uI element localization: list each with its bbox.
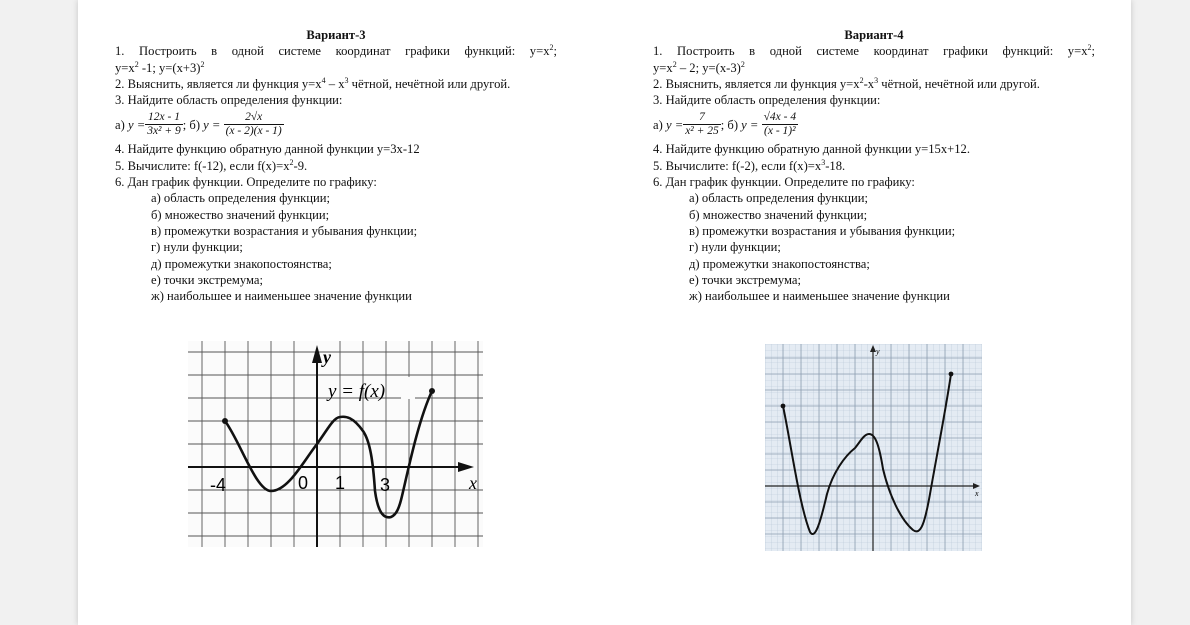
task-6-item-d: г) нули функции; [151,240,243,255]
task-6-item-b: б) множество значений функции; [151,207,330,222]
task-6-item-e: д) промежутки знакопостоянства; [689,256,870,271]
task-1-line-2: $y=x^2 - 2$; $y=(x-3)^2$ [653,59,745,75]
task-5: 5. Вычислите: f(-2), если $f(x)=x^3-18$. [653,157,846,173]
task-2: 2. Выяснить, является ли функция $y=x^4 - x^3$ чётной, нечётной или другой. [115,75,511,91]
task-1-line-1: 1. Построить в одной системе координат графики функций: $y=x^2$; [653,43,1095,59]
task-3-formulas: а) y = $\frac{12x - 1}{\text{3x² + 9}}$ ; б) y = $\frac{2√x}{(x - 2)(x - 1)}$ [115,111,282,138]
task-6-item-a: а) область определения функции; [151,191,330,206]
task-6-item-c: в) промежутки возрастания и убывания функции; [689,223,956,238]
task-6-item-d: г) нули функции; [689,240,781,255]
variant-4-title: Вариант-4 [844,28,904,42]
fraction-a: $\frac{7}{\text{x² + 25}}$ [685,111,719,138]
tick-label-minus-4: -4 [210,475,227,495]
task-6-item-g: ж) наибольшее и наименьшее значение функции [689,289,950,304]
task-3: 3. Найдите область определения функции: [653,93,881,108]
tick-label-0: 0 [298,473,309,493]
task-6: 6. Дан график функции. Определите по графику: [653,175,915,190]
fraction-b: $\frac{√4x - 4}{\text{(x - 1)²}}$ [763,111,797,138]
variant-3-graph [188,341,483,547]
variant-4-column [653,27,1095,304]
task-6-item-f: е) точки экстремума; [689,272,801,287]
task-1-line-2: $y=x^2$ -1; $y=(x+3)^2$ [115,59,205,75]
fraction-b: $\frac{2√x}{(x - 2)(x - 1)}$ [225,111,282,138]
y-axis-label: y [323,347,331,367]
fraction-a: $\frac{12x - 1}{\text{3x² + 9}}$ [147,111,181,138]
task-6-item-a: а) область определения функции; [689,191,868,206]
variant-3-column [115,27,557,304]
task-6-item-g: ж) наибольшее и наименьшее значение функции [151,289,412,304]
task-6-item-e: д) промежутки знакопостоянства; [151,256,332,271]
tick-label-1: 1 [335,473,346,493]
variant-4-graph [765,344,982,551]
task-6: 6. Дан график функции. Определите по графику: [115,175,377,190]
tick-label-3: 3 [380,475,391,495]
task-6-item-c: в) промежутки возрастания и убывания функции; [151,223,418,238]
curve-endpoint-right [429,388,435,394]
task-1-line-1: 1. Построить в одной системе координат графики функций: $y=x^2$; [115,43,557,59]
task-3: 3. Найдите область определения функции: [115,93,343,108]
curve-endpoint-left [222,418,228,424]
variant-3-title: Вариант-3 [306,28,366,42]
curve-endpoint-left [781,404,786,409]
task-5: 5. Вычислите: f(-12), если $f(x)=x^2-9$. [115,157,308,173]
y-axis-label: y [876,347,880,356]
task-4: 4. Найдите функцию обратную данной функции y=3x-12 [115,142,420,157]
task-4: 4. Найдите функцию обратную данной функции y=15x+12. [653,142,970,157]
document-page [78,0,1131,625]
x-axis-label: x [975,489,979,498]
x-axis-label: x [469,473,477,493]
task-6-item-f: е) точки экстремума; [151,272,263,287]
task-6-item-b: б) множество значений функции; [689,207,868,222]
curve-endpoint-right [949,372,954,377]
function-label: y = f(x) [328,381,386,402]
task-3-formulas: а) y = $\frac{7}{\text{x² + 25}}$ ; б) y = $\frac{√4x - 4}{\text{(x - 1)²}}$ [653,111,797,138]
task-2: 2. Выяснить, является ли функция $y=x^2-x^3$ чётной, нечётной или другой. [653,75,1040,91]
